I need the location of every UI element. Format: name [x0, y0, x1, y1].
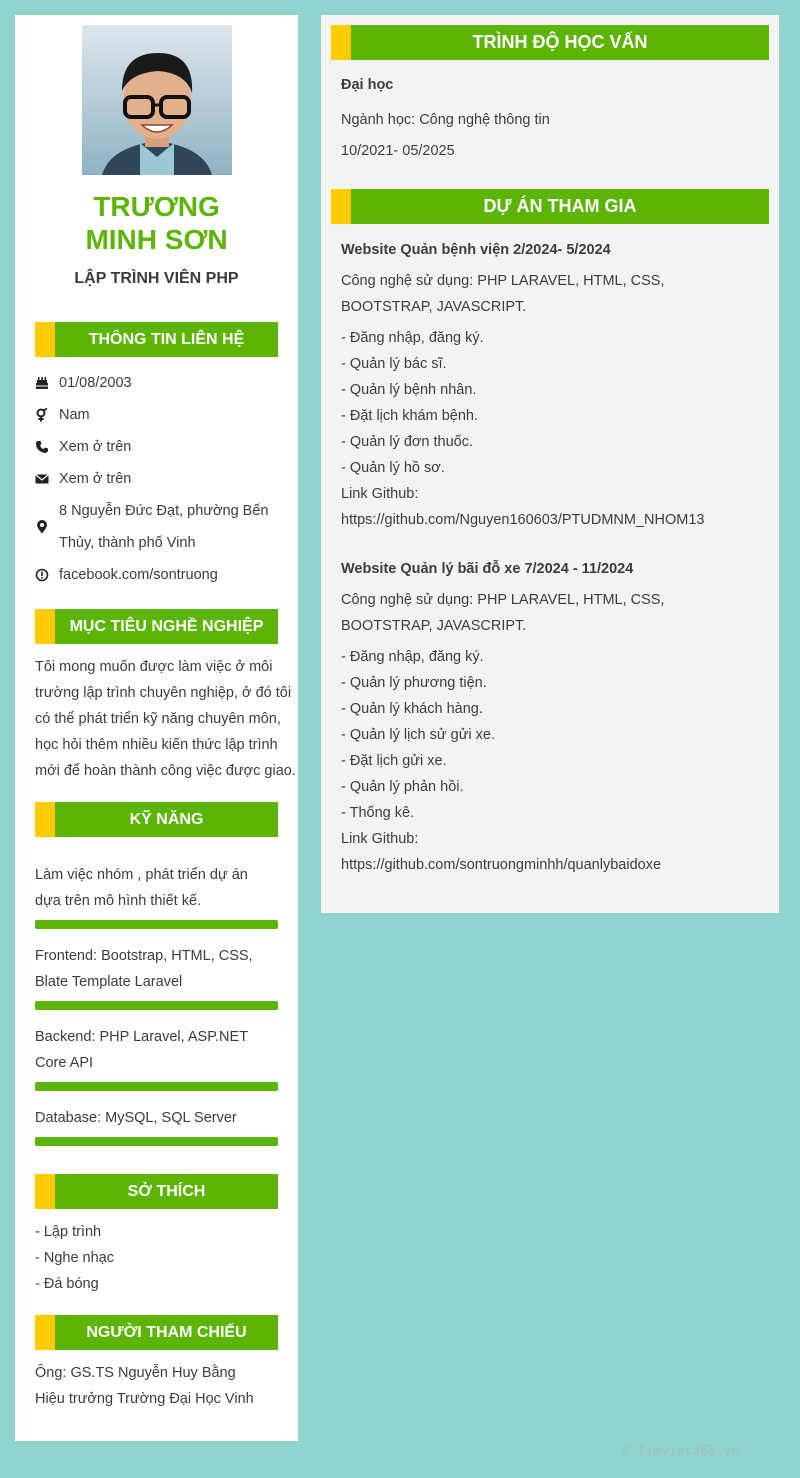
skill-label: Database: MySQL, SQL Server [35, 1110, 237, 1126]
contact-birthday [35, 367, 278, 399]
skill-label: Làm việc nhóm , phát triển dự án dựa trên mô hình thiết kế. [35, 867, 248, 909]
footer-watermark: © Timviec365.vn [622, 1444, 740, 1459]
skill-label: Frontend: Bootstrap, HTML, CSS, Blate Template Laravel [35, 948, 253, 990]
project-github-link[interactable]: https://github.com/sontruongminhh/quanlybaidoxe [341, 857, 662, 873]
project-item [341, 561, 759, 878]
project-feature: - Đăng nhập, đăng ký. [341, 649, 484, 665]
candidate-position: LẬP TRÌNH VIÊN PHP [74, 270, 239, 287]
project-feature: - Quản lý bác sĩ. [341, 356, 447, 372]
project-name: Website Quản bệnh viện 2/2024- 5/2024 [341, 242, 611, 258]
skill-item [35, 1024, 278, 1091]
project-feature: - Đăng nhập, đăng ký. [341, 330, 484, 346]
hobby-item: - Đá bóng [35, 1276, 99, 1292]
project-feature: - Quản lý hồ sơ. [341, 460, 445, 476]
project-feature: - Quản lý đơn thuốc. [341, 434, 474, 450]
hobbies-list [35, 1219, 278, 1297]
contact-gender [35, 399, 278, 431]
contact-list [35, 367, 278, 591]
skill-label: Backend: PHP Laravel, ASP.NET Core API [35, 1029, 248, 1071]
skill-bar [35, 1082, 278, 1091]
reference-line: Hiệu trưởng Trường Đại Học Vinh [35, 1391, 254, 1407]
reference-line: Ông: GS.TS Nguyễn Huy Bằng [35, 1365, 236, 1381]
candidate-name: TRƯƠNG MINH SƠN [85, 191, 228, 255]
project-name: Website Quản lý bãi đỗ xe 7/2024 - 11/2024 [341, 561, 634, 577]
contact-email-text: Xem ở trên [59, 471, 132, 487]
project-feature: - Quản lý phản hồi. [341, 779, 464, 795]
project-github-label: Link Github: [341, 486, 419, 502]
project-item [341, 242, 759, 533]
skill-bar [35, 1001, 278, 1010]
website-icon [35, 568, 59, 582]
project-features [341, 325, 759, 481]
references-section-title: NGƯỜI THAM CHIẾU [35, 1315, 278, 1350]
contact-phone-text: Xem ở trên [59, 439, 132, 455]
objective-text: Tôi mong muốn được làm việc ở môi trường lập trình chuyên nghiệp, ở đó tôi có thể phát triển kỹ năng chuyên môn, học hỏi thêm nhiều kiến thức lập trình mới để hoàn thành công việc được giao. [35, 659, 296, 779]
skill-item [35, 862, 278, 929]
skills-section-title: KỸ NĂNG [35, 802, 278, 837]
skill-item [35, 943, 278, 1010]
avatar [82, 25, 232, 175]
project-feature: - Quản lý phương tiện. [341, 675, 487, 691]
email-icon [35, 472, 59, 486]
education-period: 10/2021- 05/2025 [341, 143, 455, 159]
project-tech: Công nghệ sử dụng: PHP LARAVEL, HTML, CSS, BOOTSTRAP, JAVASCRIPT. [341, 273, 665, 315]
contact-website-text: facebook.com/sontruong [59, 567, 218, 583]
hobbies-section-title: SỞ THÍCH [35, 1174, 278, 1209]
project-feature: - Quản lý lịch sử gửi xe. [341, 727, 495, 743]
project-github-link[interactable]: https://github.com/Nguyen160603/PTUDMNM_NHOM13 [341, 512, 705, 528]
birthday-cake-icon [35, 376, 59, 390]
skill-bar [35, 1137, 278, 1146]
project-feature: - Thống kê. [341, 805, 415, 821]
projects-body [331, 242, 769, 878]
avatar-photo [82, 25, 232, 175]
project-github-label: Link Github: [341, 831, 419, 847]
skills-list [35, 862, 278, 1146]
right-column [321, 15, 779, 913]
contact-address [35, 495, 278, 559]
hobby-item: - Nghe nhạc [35, 1250, 114, 1266]
references-list [35, 1360, 278, 1412]
contact-website [35, 559, 278, 591]
project-feature: - Đặt lịch khám bệnh. [341, 408, 479, 424]
skill-bar [35, 920, 278, 929]
education-section-title: TRÌNH ĐỘ HỌC VẤN [331, 25, 769, 60]
contact-birthday-text: 01/08/2003 [59, 375, 132, 391]
education-school: Đại học [341, 77, 394, 93]
skill-item [35, 1105, 278, 1146]
contact-gender-text: Nam [59, 407, 90, 423]
project-feature: - Quản lý khách hàng. [341, 701, 483, 717]
contact-section-title: THÔNG TIN LIÊN HỆ [35, 322, 278, 357]
contact-phone [35, 431, 278, 463]
location-icon [35, 520, 59, 534]
projects-section-title: DỰ ÁN THAM GIA [331, 189, 769, 224]
phone-icon [35, 440, 59, 454]
project-features [341, 644, 759, 826]
project-feature: - Quản lý bệnh nhân. [341, 382, 477, 398]
objective-section-title: MỤC TIÊU NGHỀ NGHIỆP [35, 609, 278, 644]
project-feature: - Đặt lịch gửi xe. [341, 753, 447, 769]
project-tech: Công nghệ sử dụng: PHP LARAVEL, HTML, CSS, BOOTSTRAP, JAVASCRIPT. [341, 592, 665, 634]
gender-icon [35, 408, 59, 422]
hobby-item: - Lập trình [35, 1224, 102, 1240]
left-column [15, 15, 298, 1441]
contact-address-text: 8 Nguyễn Đức Đạt, phường Bến Thủy, thành phố Vinh [59, 503, 269, 551]
education-major: Ngành học: Công nghệ thông tin [341, 112, 550, 128]
contact-email [35, 463, 278, 495]
education-body [331, 77, 769, 164]
